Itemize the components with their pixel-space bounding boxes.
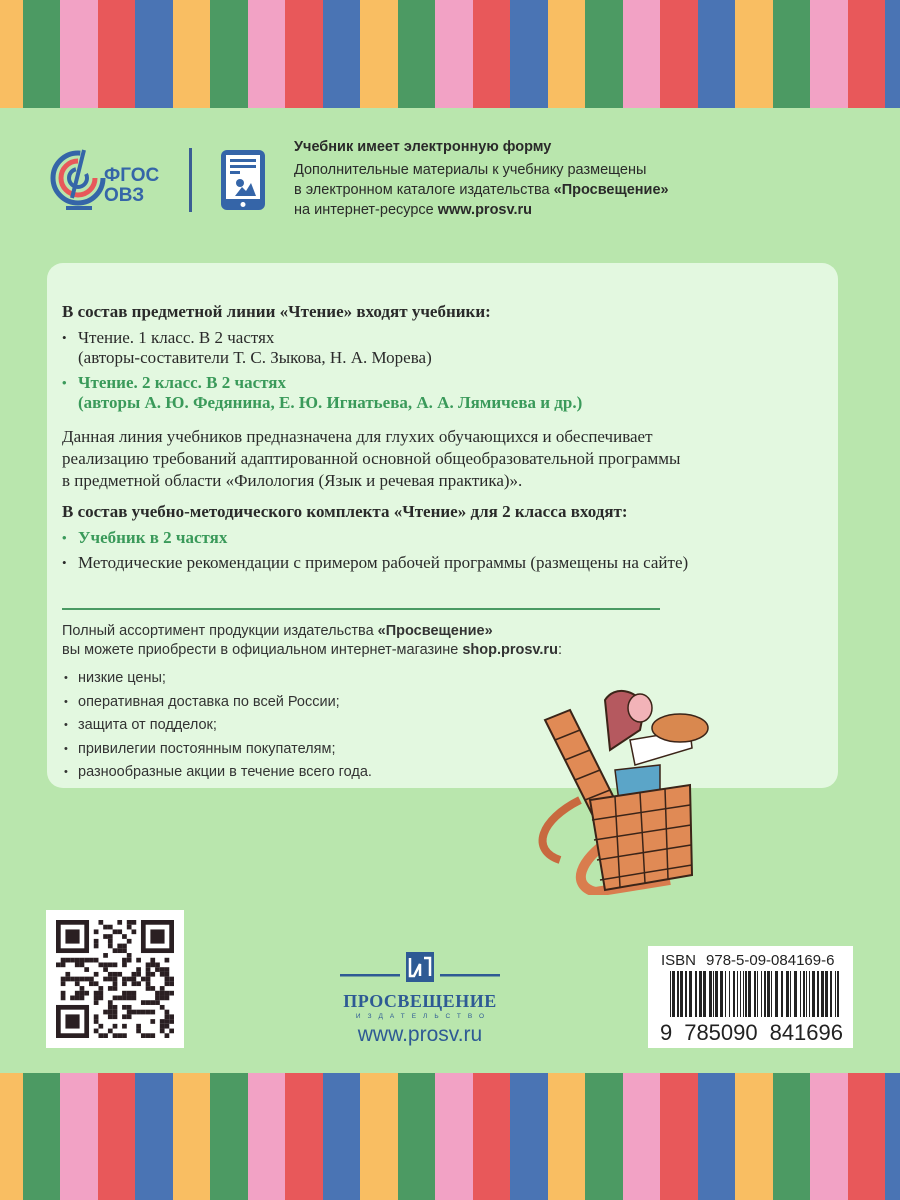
stripe bbox=[0, 0, 23, 108]
description-line: реализацию требований адаптированной основной общеобразовательной программы bbox=[62, 449, 681, 468]
girl-in-basket-illustration bbox=[520, 670, 720, 895]
isbn-barcode bbox=[648, 946, 853, 1048]
stripe bbox=[885, 0, 900, 108]
eform-line2-text: в электронном каталоге издательства bbox=[294, 182, 554, 198]
stripe bbox=[473, 1073, 511, 1200]
benefit-item: • низкие цены; bbox=[62, 667, 562, 691]
barcode-digits bbox=[658, 1022, 843, 1044]
benefit-item: • разнообразные акции в течение всего года. bbox=[62, 761, 562, 785]
stripe bbox=[98, 0, 136, 108]
shop-benefits-list bbox=[62, 667, 562, 785]
barcode-icon bbox=[658, 971, 843, 1017]
stripe bbox=[623, 1073, 661, 1200]
stripe bbox=[435, 0, 473, 108]
shop-info bbox=[62, 622, 562, 785]
stripe bbox=[548, 0, 586, 108]
shop-link[interactable]: shop.prosv.ru bbox=[462, 642, 558, 658]
section-divider bbox=[62, 608, 660, 610]
stripe bbox=[435, 1073, 473, 1200]
stripe bbox=[285, 1073, 323, 1200]
eform-website-link[interactable]: www.prosv.ru bbox=[437, 202, 533, 218]
series-section bbox=[62, 302, 582, 413]
series-description bbox=[62, 426, 680, 492]
stripe bbox=[623, 0, 661, 108]
top-stripe-border bbox=[0, 0, 900, 108]
shop-publisher-name: «Просвещение» bbox=[377, 623, 493, 639]
eform-title: Учебник имеет электронную форму bbox=[294, 139, 552, 155]
stripe bbox=[735, 1073, 773, 1200]
barcode-digit-group: 9 bbox=[660, 1020, 673, 1045]
stripe bbox=[360, 0, 398, 108]
stripe bbox=[173, 1073, 211, 1200]
barcode-digit-group: 841696 bbox=[769, 1020, 843, 1045]
stripe bbox=[135, 0, 173, 108]
stripe bbox=[773, 1073, 811, 1200]
eform-line1: Дополнительные материалы к учебнику размещены bbox=[294, 162, 647, 178]
series-item-2 bbox=[62, 373, 582, 413]
series-item-1 bbox=[62, 328, 582, 368]
publisher-subtitle: ИЗДАТЕЛЬСТВО bbox=[355, 1013, 492, 1020]
description-line: Данная линия учебников предназначена для глухих обучающихся и обеспечивает bbox=[62, 427, 653, 446]
publisher-website-link[interactable]: www.prosv.ru bbox=[357, 1023, 483, 1046]
qr-code[interactable] bbox=[46, 910, 184, 1048]
isbn-value: 978-5-09-084169-6 bbox=[706, 952, 835, 969]
stripe bbox=[660, 1073, 698, 1200]
bottom-stripe-border bbox=[0, 1073, 900, 1200]
stripe bbox=[848, 1073, 886, 1200]
stripe bbox=[323, 0, 361, 108]
kit-item-1: • Учебник в 2 частях bbox=[62, 528, 688, 548]
stripe bbox=[510, 0, 548, 108]
stripe bbox=[585, 1073, 623, 1200]
stripe bbox=[848, 0, 886, 108]
shop-line2 bbox=[62, 641, 562, 660]
isbn-label-row bbox=[658, 952, 843, 969]
stripe bbox=[398, 0, 436, 108]
stripe bbox=[810, 0, 848, 108]
stripe bbox=[248, 0, 286, 108]
series-item-authors: (авторы А. Ю. Федянина, Е. Ю. Игнатьева, А. А. Лямичева и др.) bbox=[78, 393, 583, 412]
barcode-digit-group: 785090 bbox=[684, 1020, 758, 1045]
benefit-item: • привилегии постоянным покупателям; bbox=[62, 738, 562, 762]
stripe bbox=[210, 1073, 248, 1200]
stripe bbox=[810, 1073, 848, 1200]
stripe bbox=[60, 1073, 98, 1200]
qr-code-icon bbox=[56, 920, 174, 1038]
stripe bbox=[323, 1073, 361, 1200]
benefit-item: • оперативная доставка по всей России; bbox=[62, 691, 562, 715]
electronic-form-info bbox=[294, 137, 669, 220]
stripe bbox=[98, 1073, 136, 1200]
stripe bbox=[735, 0, 773, 108]
stripe bbox=[360, 1073, 398, 1200]
stripe bbox=[210, 0, 248, 108]
kit-heading: В состав учебно-методического комплекта «Чтение» для 2 класса входят: bbox=[62, 502, 628, 521]
series-item-title: • Чтение. 1 класс. В 2 частях bbox=[78, 328, 275, 347]
publisher-logo-icon bbox=[320, 948, 520, 984]
benefit-item: • защита от подделок; bbox=[62, 714, 562, 738]
eform-line3-text: на интернет-ресурсе bbox=[294, 202, 438, 218]
stripe bbox=[660, 0, 698, 108]
description-line: в предметной области «Филология (Язык и речевая практика)». bbox=[62, 471, 523, 490]
stripe bbox=[773, 0, 811, 108]
stripe bbox=[398, 1073, 436, 1200]
stripe bbox=[23, 1073, 61, 1200]
stripe bbox=[248, 1073, 286, 1200]
tablet-ebook-icon bbox=[220, 149, 266, 211]
shop-line1 bbox=[62, 622, 562, 641]
stripe bbox=[135, 1073, 173, 1200]
publisher-block bbox=[320, 948, 520, 1047]
eform-publisher-name: «Просвещение» bbox=[553, 182, 669, 198]
shop-line2-suffix: : bbox=[557, 642, 562, 658]
shop-line1-text: Полный ассортимент продукции издательства bbox=[62, 623, 378, 639]
eform-line2 bbox=[294, 180, 669, 200]
isbn-label: ISBN bbox=[661, 952, 697, 969]
stripe bbox=[473, 0, 511, 108]
fgos-line1: ФГОС bbox=[104, 165, 160, 186]
stripe bbox=[885, 1073, 900, 1200]
stripe bbox=[0, 1073, 23, 1200]
series-heading: В состав предметной линии «Чтение» входят учебники: bbox=[62, 302, 491, 321]
stripe bbox=[698, 1073, 736, 1200]
stripe bbox=[698, 0, 736, 108]
shop-line2-text: вы можете приобрести в официальном интернет-магазине bbox=[62, 642, 463, 658]
stripe bbox=[23, 0, 61, 108]
stripe bbox=[585, 0, 623, 108]
series-item-authors: (авторы-составители Т. С. Зыкова, Н. А. Морева) bbox=[78, 348, 432, 367]
eform-line3 bbox=[294, 200, 669, 220]
kit-item-2: • Методические рекомендации с примером рабочей программы (размещены на сайте) bbox=[62, 553, 688, 573]
fgos-line2: ОВЗ bbox=[104, 185, 145, 206]
stripe bbox=[285, 0, 323, 108]
series-item-title: • Чтение. 2 класс. В 2 частях bbox=[78, 373, 286, 392]
stripe bbox=[60, 0, 98, 108]
stripe bbox=[510, 1073, 548, 1200]
stripe bbox=[548, 1073, 586, 1200]
header-divider bbox=[189, 148, 192, 212]
fgos-label bbox=[104, 166, 159, 206]
publisher-name: ПРОСВЕЩЕНИЕ bbox=[343, 991, 497, 1011]
stripe bbox=[173, 0, 211, 108]
kit-section bbox=[62, 502, 688, 573]
